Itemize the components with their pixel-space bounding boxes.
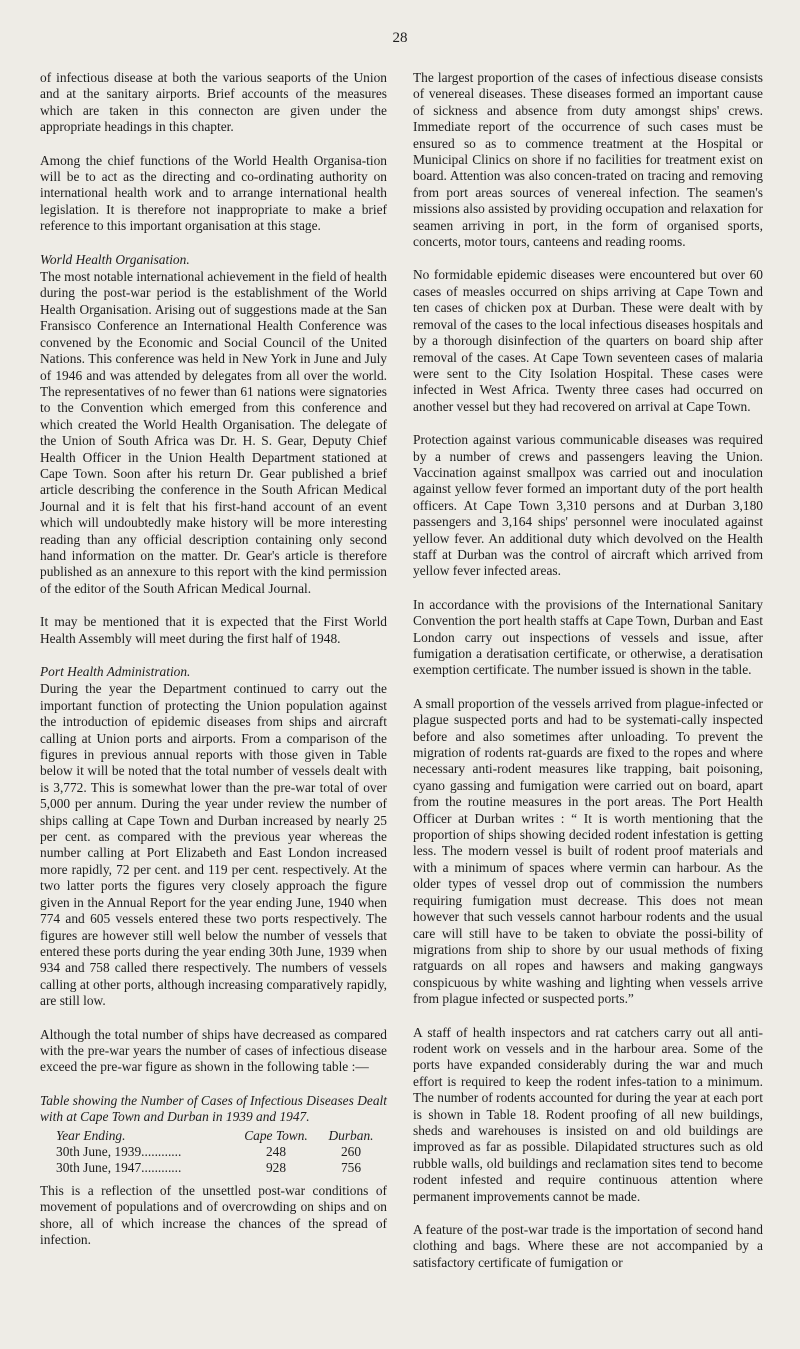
- page-number: 28: [392, 30, 408, 46]
- table-cell: 756: [340, 1160, 362, 1176]
- table-cell: 260: [340, 1143, 362, 1159]
- paragraph: During the year the Department continued to carry out the important function of protecting the Union population against the introduction of epidemic diseases from ships and aircraft calling at Union ports and airports. From a comparison of the figures in previous annual reports with those given in Table below it will be noted that the total number of vessels dealt with is 3,772. This is somewhat lower than the pre-war total of over 5,000 per annum. During the year under review the number of ships calling at Cape Town and Durban increased by nearly 25 per cent. as compared with the previous year whereas the number calling at Port Elizabeth and East London increased more rapidly, 72 per cent. and 119 per cent. respectively. At the two latter ports the figures very closely approach the figure given in the Annual Report for the year ending June, 1940 when 774 and 605 vessels entered these two ports respectively. The figures are however still well below the number of vessels that entered these ports during the year ending 30th June, 1939 when 934 and 758 called there respectively. The numbers of vessels calling at other ports, although increasing comparatively rapidly, are still low.: [40, 681, 387, 1009]
- paragraph: This is a reflection of the unsettled post-war conditions of movement of populations and of overcrowding on ships and on shore, all of which increase the chances of the spread of infection.: [40, 1182, 387, 1247]
- paragraph: Among the chief functions of the World Health Organisa-tion will be to act as the directing and co-ordinating authority on international health work and to arrange international health legislation. It is therefore not inappropriate to make a brief reference to this important organisation at this stage.: [40, 152, 387, 234]
- paragraph: Protection against various communicable diseases was required by a number of crews and passengers leaving the Union. Vaccination against smallpox was carried out and inoculation against yellow fever formed an important duty of the port health officers. At Cape Town 3,310 persons and at Durban 3,180 passengers and 3,164 ships' personnel were inoculated against yellow fever. An additional duty which devolved on the Health staff at Durban was the control of aircraft which arrived from yellow fever infected areas.: [413, 432, 763, 579]
- column-header: Cape Town.: [244, 1127, 308, 1143]
- paragraph: A small proportion of the vessels arrived from plague-infected or plague suspected ports and had to be systemati-cally inspected before and also sometimes after unloading. To prevent the migration of rodents rat-guards are fixed to the ropes and where necessary anti-rodent measures like trapping, bait poisoning, cyano gassing and fumigation were carried out on board, apart from the routine measures in the port areas. The Port Health Officer at Durban writes : “ It is worth mentioning that the proportion of ships showing decided rodent infestation is getting less. The modern vessel is built of rodent proof materials and with a minimum of spaces where vermin can harbour. As the older types of vessel drop out of commission the numbers requiring fumigation must decrease. This does not mean however that such vessels cannot harbour rodents and the usual care will still have to be taken to obviate the possi-bility of migrations from ship to shore by our usual methods of fixing ratguards on all ropes and hawsers and making gangways conspicuous by white washing and lighting when vessels arrive from plague infected or suspected ports.”: [413, 695, 763, 1007]
- infectious-cases-table: [40, 1128, 381, 1177]
- table-row: [40, 1144, 381, 1160]
- table-cell: 30th June, 1947............: [56, 1160, 182, 1176]
- section-heading: Port Health Administration.: [40, 664, 191, 679]
- table-cell: 928: [265, 1160, 287, 1176]
- table-header-row: [40, 1128, 381, 1144]
- paragraph: In accordance with the provisions of the International Sanitary Convention the port health staffs at Cape Town, Durban and East London carry out inspections of vessels and issue, after fumigation a deratisation certificate, or otherwise, a deratisation exemption certificate. The number issued is shown in the table.: [413, 596, 763, 678]
- paragraph: No formidable epidemic diseases were encountered but over 60 cases of measles occurred on ships arriving at Cape Town and ten cases of chicken pox at Durban. These were dealt with by removal of the cases to the local infectious diseases hospitals and by a thorough disinfection of the quarters on board ship after removal of the cases. At Cape Town seventeen cases of malaria were sent to the City Isolation Hospital. These cases were infected in West Africa. Twenty three cases had occurred on another vessel but they had recovered on arrival at Cape Town.: [413, 267, 763, 414]
- table-caption: Table showing the Number of Cases of Infectious Diseases Dealt with at Cape Town and Durban in 1939 and 1947.: [40, 1092, 387, 1125]
- paragraph: A feature of the post-war trade is the importation of second hand clothing and bags. Where these are not accompanied by a satisfactory certificate of fumigation or: [413, 1222, 763, 1270]
- column-header: Year Ending.: [56, 1127, 126, 1143]
- table-cell: 30th June, 1939............: [56, 1143, 182, 1159]
- paragraph: A staff of health inspectors and rat catchers carry out all anti-rodent work on vessels and in the harbour area. Some of the ports have expanded considerably during the war and much effort is required to keep the rodent infes-tation to a minimum. The number of rodents accounted for during the year at each port is shown in Table 18. Rodent proofing of all new buildings, sheds and warehouses is insisted on and old buildings are improved as far as possible. Dilapidated structures such as old rubble walls, old buildings and reclamation sites tend to become rodent infested and require continuous attention where permanent improvements cannot be made.: [413, 1024, 763, 1204]
- section-heading: World Health Organisation.: [40, 251, 190, 267]
- column-header: Durban.: [328, 1127, 374, 1143]
- paragraph: The largest proportion of the cases of infectious disease consists of venereal diseases. These diseases formed an important cause of sickness and absence from duty amongst ships' crews. Immediate report of the occurrence of such cases must be ensured so as to commence treatment at the Hospital or Municipal Clinics on shore if no facilities for treatment exist on board. Attention was also concen-trated on tracing and removing from port areas sources of venereal infection. The seamen's missions also assisted by providing occupation and relaxation for seamen arriving in port, in the form of organised sports, concerts, motor tours, canteens and reading rooms.: [413, 70, 763, 250]
- table-cell: 248: [265, 1143, 287, 1159]
- paragraph: It may be mentioned that it is expected that the First World Health Assembly will meet during the first half of 1948.: [40, 614, 387, 646]
- left-column: [40, 70, 387, 1248]
- paragraph: The most notable international achievement in the field of health during the post-war period is the establishment of the World Health Organisation. Arising out of suggestions made at the San Fransisco Conference an International Health Conference was convened by the Economic and Social Council of the United Nations. This conference was held in New York in June and July of 1946 and was attended by delegates from all over the world. The representatives of no fewer than 61 nations were signatories to the Convention which emerged from this conference and which created the World Health Organisation. The delegate of the Union of South Africa was Dr. H. S. Gear, Deputy Chief Health Officer in the Union Health Department stationed at Cape Town. Soon after his return Dr. Gear published a brief article describing the conference in the South African Medical Journal and it is felt that his first-hand account of an event which will undoubtedly make history will be more interesting reading than any official description containing only second hand information on the matter. Dr. Gear's article is therefore published as an annexure to this report with the kind permission of the editor of the South African Medical Journal.: [40, 269, 387, 596]
- paragraph: of infectious disease at both the various seaports of the Union and at the sanitary airports. Brief accounts of the measures which are taken in this connecton are given under the appropriate headings in this chapter.: [40, 70, 387, 135]
- table-row: [40, 1160, 381, 1176]
- right-column: [413, 70, 763, 1271]
- paragraph: Although the total number of ships have decreased as compared with the pre-war years the number of cases of infectious disease exceed the pre-war figure as shown in the following table :—: [40, 1026, 387, 1075]
